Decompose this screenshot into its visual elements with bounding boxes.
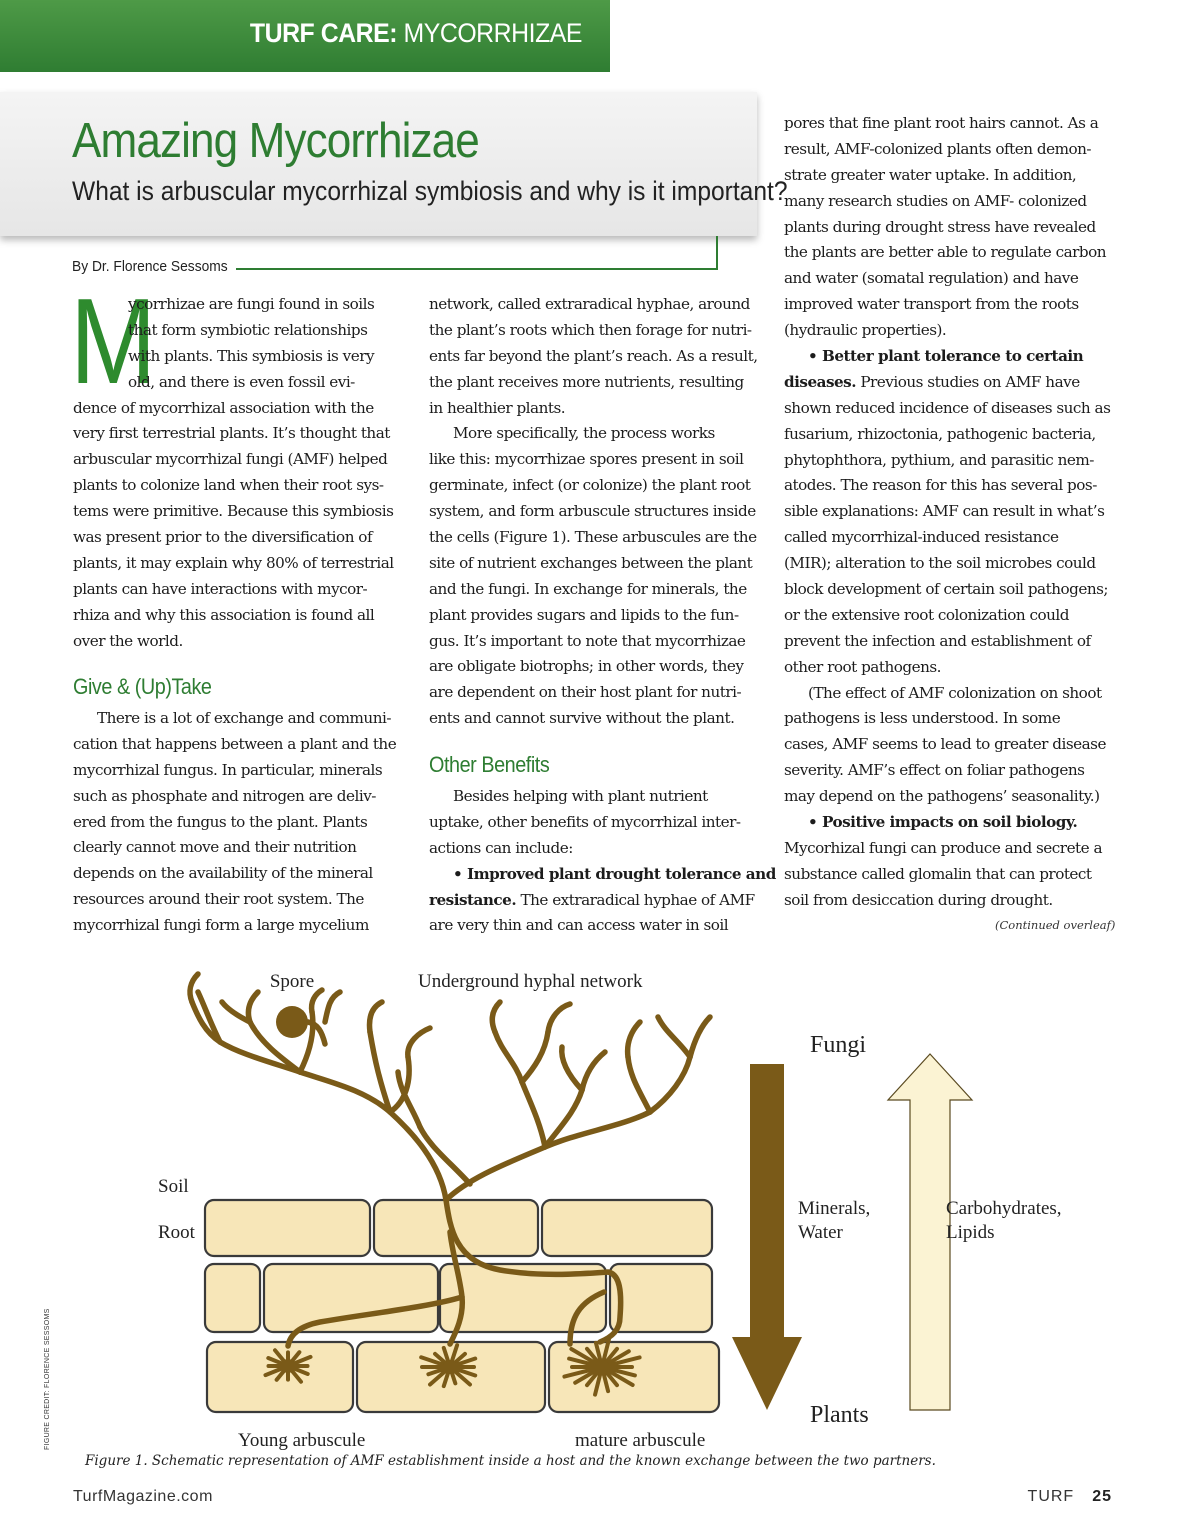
subhead-give-uptake: Give & (Up)Take (73, 674, 212, 699)
bullet-soil-heading: • Positive impacts on soil biology. (808, 813, 1078, 832)
label-root: Root (158, 1222, 195, 1243)
text-line: are obligate biotrophs; in other words, they (429, 657, 744, 676)
text-line: arbuscular mycorrhizal fungi (AMF) helped (73, 450, 388, 469)
label-minerals: Minerals, (798, 1198, 871, 1219)
text-line: plants, it may explain why 80% of terrestrial (73, 553, 394, 572)
text-line: fusarium, rhizoctonia, pathogenic bacteria, (784, 424, 1096, 443)
hypha (446, 1112, 650, 1200)
hypha (370, 1002, 383, 1032)
section-banner (0, 0, 610, 72)
text-line: shown reduced incidence of diseases such as (784, 398, 1111, 417)
footer-magazine-name: TURF (1027, 1488, 1075, 1505)
hypha (408, 1028, 430, 1057)
article-title: Amazing Mycorrhizae (72, 114, 479, 168)
figure-caption: Figure 1. Schematic representation of AMF establishment inside a host and the known exchange between the two partners. (85, 1453, 936, 1469)
hypha (628, 1022, 640, 1057)
text-line: More specifically, the process works (453, 424, 715, 443)
hypha (658, 1017, 690, 1057)
column-3 (784, 111, 1119, 914)
hypha (548, 1004, 570, 1032)
section-label (250, 18, 582, 49)
bullet-drought-rest: The extraradical hyphae of AMF (516, 890, 755, 909)
text-line: clearly cannot move and their nutrition (73, 838, 357, 857)
section-label-bold: TURF CARE: (249, 18, 398, 48)
text-line: and the fungi. In exchange for minerals, the (429, 579, 747, 598)
text-line: that form symbiotic relationships (128, 320, 368, 339)
bullet-disease-rest: Previous studies on AMF have (856, 372, 1080, 391)
text-line: actions can include: (429, 838, 573, 857)
text-line: site of nutrient exchanges between the plant (429, 553, 753, 572)
text-line: strate greater water uptake. In addition, (784, 165, 1077, 184)
text-line: sible explanations: AMF can result in what’s (784, 502, 1105, 521)
text-line: Besides helping with plant nutrient (453, 787, 708, 805)
text-line: such as phosphate and nitrogen are deliv- (73, 786, 376, 805)
bullet-disease-line (784, 370, 1119, 396)
bullet-drought-bold: resistance. (429, 890, 517, 909)
text-line: in healthier plants. (429, 398, 566, 417)
bullet-drought-line (429, 888, 764, 914)
text-line: plant provides sugars and lipids to the fun- (429, 605, 739, 624)
text-line: tems were primitive. Because this symbiosis (73, 502, 394, 521)
text-line: or the extensive root colonization could (784, 605, 1069, 624)
text-line: the cells (Figure 1). These arbuscules are the (429, 528, 757, 547)
text-line: gus. It’s important to note that mycorrhizae (429, 631, 746, 650)
label-mature-arbuscule: mature arbuscule (575, 1430, 706, 1451)
text-line: dence of mycorrhizal association with the (73, 398, 374, 417)
text-line: over the world. (73, 631, 183, 650)
text-line: pores that fine plant root hairs cannot. As a (784, 114, 1099, 132)
text-line: the plant receives more nutrients, resulting (429, 372, 744, 391)
label-water: Water (798, 1222, 843, 1243)
text-line: plants during drought stress have revealed (784, 217, 1096, 236)
text-line: Mycorhizal fungi can produce and secrete a (784, 838, 1103, 857)
hypha (190, 974, 198, 1002)
root-cell (205, 1200, 370, 1256)
text-line: phytophthora, pythium, and parasitic nem- (784, 450, 1094, 469)
text-line: very first terrestrial plants. It’s thought that (73, 424, 390, 443)
text-line: the plant’s roots which then forage for nutri- (429, 320, 752, 339)
text-line: may depend on the pathogens’ seasonality.) (784, 787, 1100, 806)
hypha (492, 1002, 500, 1032)
hypha (522, 1032, 548, 1082)
mycorrhizae-figure (150, 962, 1120, 1452)
label-soil: Soil (158, 1176, 189, 1197)
bullet-disease-bold: diseases. (784, 372, 856, 391)
text-line: severity. AMF’s effect on foliar pathogens (784, 761, 1085, 780)
label-plants: Plants (810, 1402, 869, 1428)
text-line: atodes. The reason for this has several pos- (784, 476, 1097, 495)
text-line: system, and form arbuscule structures inside (429, 502, 756, 521)
text-line: (MIR); alteration to the soil microbes could (784, 554, 1096, 573)
root-cell (542, 1200, 712, 1256)
drop-cap: M (70, 273, 157, 409)
root-cell (610, 1264, 712, 1332)
text-line: rhiza and why this association is found all (73, 605, 375, 624)
text-line: and water (somatal regulation) and have (784, 269, 1079, 288)
text-line: plants to colonize land when their root sys- (73, 476, 384, 495)
byline: By Dr. Florence Sessoms (72, 258, 228, 275)
continued-note: (Continued overleaf) (995, 918, 1116, 932)
hypha (522, 1082, 545, 1147)
text-line: are dependent on their host plant for nutri- (429, 683, 742, 702)
hypha (312, 990, 322, 1012)
byline-rule-vertical (716, 236, 718, 270)
root-cell (205, 1264, 260, 1332)
text-line: There is a lot of exchange and communi- (97, 709, 391, 727)
text-line: uptake, other benefits of mycorrhizal inter- (429, 812, 741, 831)
text-line: ycorrhizae are fungi found in soils (128, 295, 375, 313)
text-line: old, and there is even fossil evi- (128, 372, 355, 391)
minerals-arrow-down (732, 1064, 802, 1410)
text-line: improved water transport from the roots (784, 295, 1079, 314)
text-line: soil from desiccation during drought. (784, 890, 1053, 909)
text-line: are very thin and can access water in soil (429, 916, 729, 935)
text-line: ered from the fungus to the plant. Plants (73, 812, 368, 831)
text-line: mycorrhizal fungus. In particular, minerals (73, 760, 383, 779)
text-line: many research studies on AMF- colonized (784, 191, 1087, 210)
text-line: the plants are better able to regulate carbon (784, 243, 1107, 262)
text-line: plants can have interactions with mycor- (73, 579, 368, 598)
article-subtitle: What is arbuscular mycorrhizal symbiosis and why is it important? (72, 176, 788, 206)
bullet-disease-heading: • Better plant tolerance to certain (808, 347, 1084, 366)
text-line: called mycorrhizal-induced resistance (784, 528, 1059, 547)
label-underground-network: Underground hyphal network (418, 971, 643, 992)
text-line: resources around their root system. The (73, 890, 364, 909)
hypha (650, 1057, 690, 1112)
text-line: ents and cannot survive without the plant. (429, 709, 735, 728)
label-fungi: Fungi (810, 1032, 867, 1058)
text-line: prevent the infection and establishment of (784, 631, 1091, 650)
text-line: germinate, infect (or colonize) the plant root (429, 476, 751, 495)
hypha (325, 992, 340, 1022)
byline-rule (236, 268, 718, 270)
arbuscule-core (597, 1362, 607, 1372)
hypha (562, 1047, 582, 1090)
hypha (582, 1052, 605, 1090)
text-line: (hydraulic properties). (784, 321, 947, 340)
text-line: (The effect of AMF colonization on shoot (808, 683, 1102, 702)
root-cell (374, 1200, 538, 1256)
arbuscule-core (283, 1361, 293, 1371)
text-line: cation that happens between a plant and the (73, 734, 397, 753)
column-2 (429, 292, 776, 935)
text-line: result, AMF-colonized plants often demon- (784, 139, 1092, 158)
page-number: 25 (1092, 1488, 1112, 1505)
section-label-rest: MYCORRHIZAE (397, 18, 582, 48)
hypha (495, 1032, 522, 1082)
footer-magazine (1028, 1488, 1112, 1506)
hypha (628, 1057, 650, 1112)
text-line: pathogens is less understood. In some (784, 709, 1061, 728)
text-line: substance called glomalin that can protect (784, 864, 1092, 883)
figure-credit: FIGURE CREDIT: FLORENCE SESSOMS (44, 1308, 51, 1450)
text-line: depends on the availability of the mineral (73, 864, 373, 883)
text-line: cases, AMF seems to lead to greater disease (784, 735, 1106, 754)
hypha (248, 992, 258, 1022)
text-line: like this: mycorrhizae spores present in soil (429, 450, 744, 469)
text-line: block development of certain soil pathogens; (784, 580, 1109, 599)
column-1 (73, 292, 408, 935)
bullet-drought-heading: • Improved plant drought tolerance and (453, 864, 776, 883)
text-line: mycorrhizal fungi form a large mycelium (73, 916, 369, 935)
label-lipids: Lipids (946, 1222, 995, 1243)
spore (276, 1006, 308, 1038)
label-young-arbuscule: Young arbuscule (238, 1430, 366, 1451)
text-line: with plants. This symbiosis is very (128, 346, 375, 365)
text-line: was present prior to the diversification of (73, 528, 373, 547)
arbuscule-core (445, 1362, 455, 1372)
text-line: other root pathogens. (784, 657, 942, 676)
label-carbohydrates: Carbohydrates, (946, 1198, 1062, 1219)
label-spore: Spore (269, 971, 315, 992)
text-line: ents far beyond the plant’s reach. As a result, (429, 346, 758, 365)
hypha (690, 1017, 710, 1057)
text-line: network, called extraradical hyphae, around (429, 295, 750, 313)
root-cell (264, 1264, 438, 1332)
footer-site: TurfMagazine.com (73, 1488, 213, 1505)
root-cell (357, 1342, 545, 1412)
subhead-other-benefits: Other Benefits (429, 752, 550, 777)
